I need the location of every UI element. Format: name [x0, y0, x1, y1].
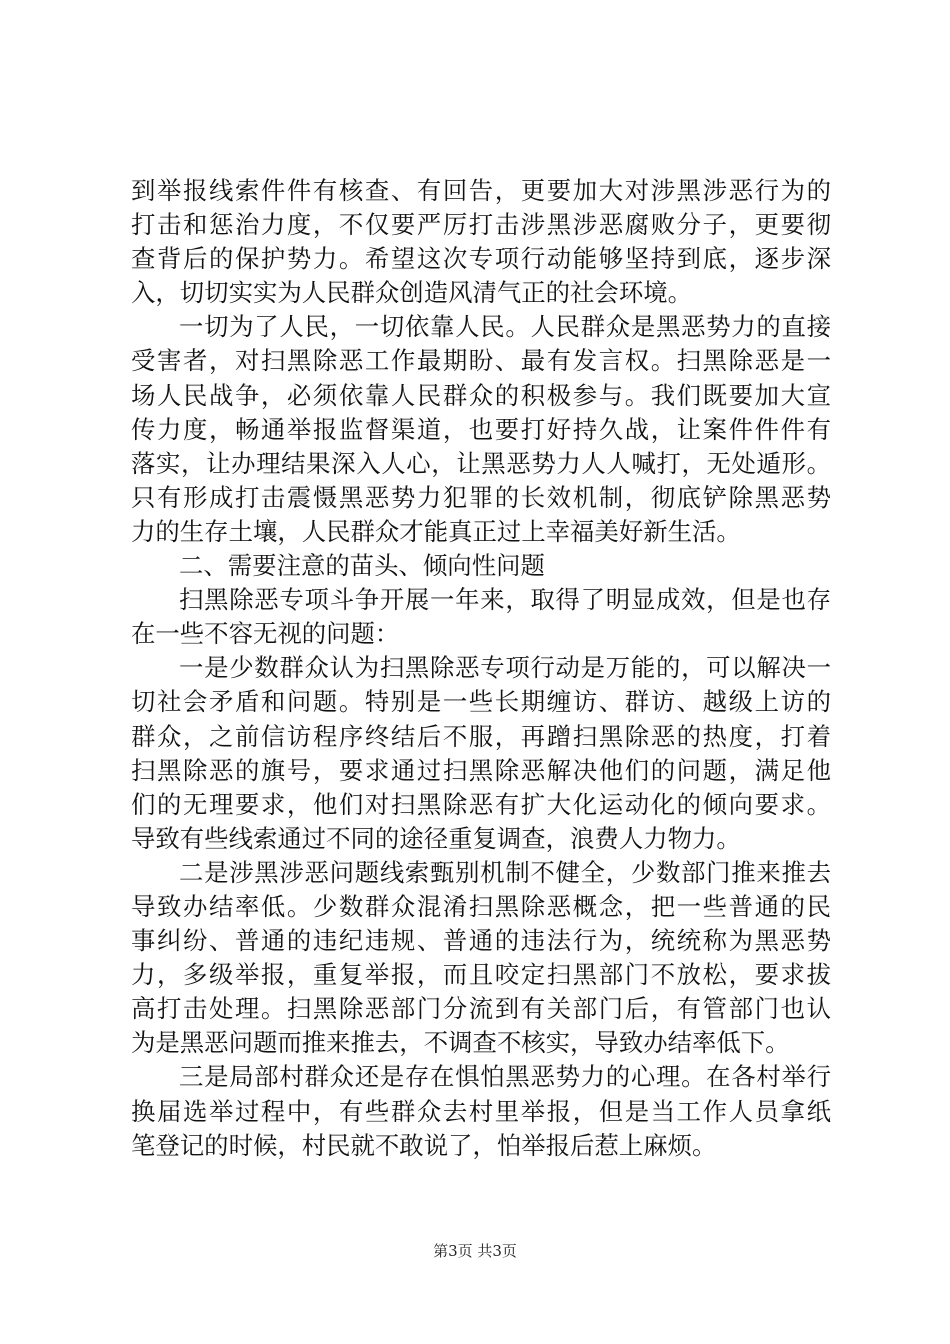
text-line: 打击和惩治力度，不仅要严厉打击涉黑涉恶腐败分子，更要彻 [131, 210, 831, 240]
text-line: 扫黑除恶的旗号，要求通过扫黑除恶解决他们的问题，满足他 [131, 755, 831, 785]
text-line: 查背后的保护势力。希望这次专项行动能够坚持到底，逐步深 [131, 244, 831, 274]
text-line: 导致办结率低。少数群众混淆扫黑除恶概念，把一些普通的民 [131, 891, 831, 921]
text-line: 们的无理要求，他们对扫黑除恶有扩大化运动化的倾向要求。 [131, 789, 831, 819]
text-line: 为是黑恶问题而推来推去，不调查不核实，导致办结率低下。 [131, 1028, 790, 1058]
text-line: 到举报线索件件有核查、有回告，更要加大对涉黑涉恶行为的 [131, 176, 831, 205]
text-line: 事纠纷、普通的违纪违规、普通的违法行为，统统称为黑恶势 [131, 926, 831, 956]
text-line: 扫黑除恶专项斗争开展一年来，取得了明显成效，但是也存 [179, 585, 831, 615]
text-line: 力，多级举报，重复举报，而且咬定扫黑部门不放松，要求拔 [131, 960, 831, 990]
text-line: 高打击处理。扫黑除恶部门分流到有关部门后，有管部门也认 [131, 994, 831, 1024]
text-line: 三是局部村群众还是存在惧怕黑恶势力的心理。在各村举行 [179, 1062, 831, 1092]
text-line: 只有形成打击震慑黑恶势力犯罪的长效机制，彻底铲除黑恶势 [131, 482, 831, 512]
text-line: 一是少数群众认为扫黑除恶专项行动是万能的，可以解决一 [179, 653, 831, 683]
text-line: 二是涉黑涉恶问题线索甄别机制不健全，少数部门推来推去 [179, 857, 831, 887]
document-body [131, 174, 831, 1163]
text-line: 受害者，对扫黑除恶工作最期盼、最有发言权。扫黑除恶是一 [131, 346, 831, 376]
text-line: 在一些不容无视的问题： [131, 619, 400, 649]
text-line: 换届选举过程中，有些群众去村里举报，但是当工作人员拿纸 [131, 1096, 831, 1126]
text-line: 二、需要注意的苗头、倾向性问题 [179, 551, 545, 581]
text-line: 力的生存土壤，人民群众才能真正过上幸福美好新生活。 [131, 516, 741, 546]
text-line: 笔登记的时候，村民就不敢说了，怕举报后惹上麻烦。 [131, 1130, 717, 1160]
text-line: 切社会矛盾和问题。特别是一些长期缠访、群访、越级上访的 [131, 687, 831, 717]
text-line: 场人民战争，必须依靠人民群众的积极参与。我们既要加大宣 [131, 380, 831, 410]
text-line: 一切为了人民，一切依靠人民。人民群众是黑恶势力的直接 [179, 312, 831, 342]
text-line: 入，切切实实为人民群众创造风清气正的社会环境。 [131, 278, 692, 308]
text-line: 落实，让办理结果深入人心，让黑恶势力人人喊打，无处遁形。 [131, 448, 831, 478]
text-line: 导致有些线索通过不同的途径重复调查，浪费人力物力。 [131, 823, 741, 853]
text-line: 传力度，畅通举报监督渠道，也要打好持久战，让案件件件有 [131, 414, 831, 444]
text-line: 群众，之前信访程序终结后不服，再蹭扫黑除恶的热度，打着 [131, 721, 831, 751]
page-footer: 第3页 共3页 [433, 1242, 517, 1260]
